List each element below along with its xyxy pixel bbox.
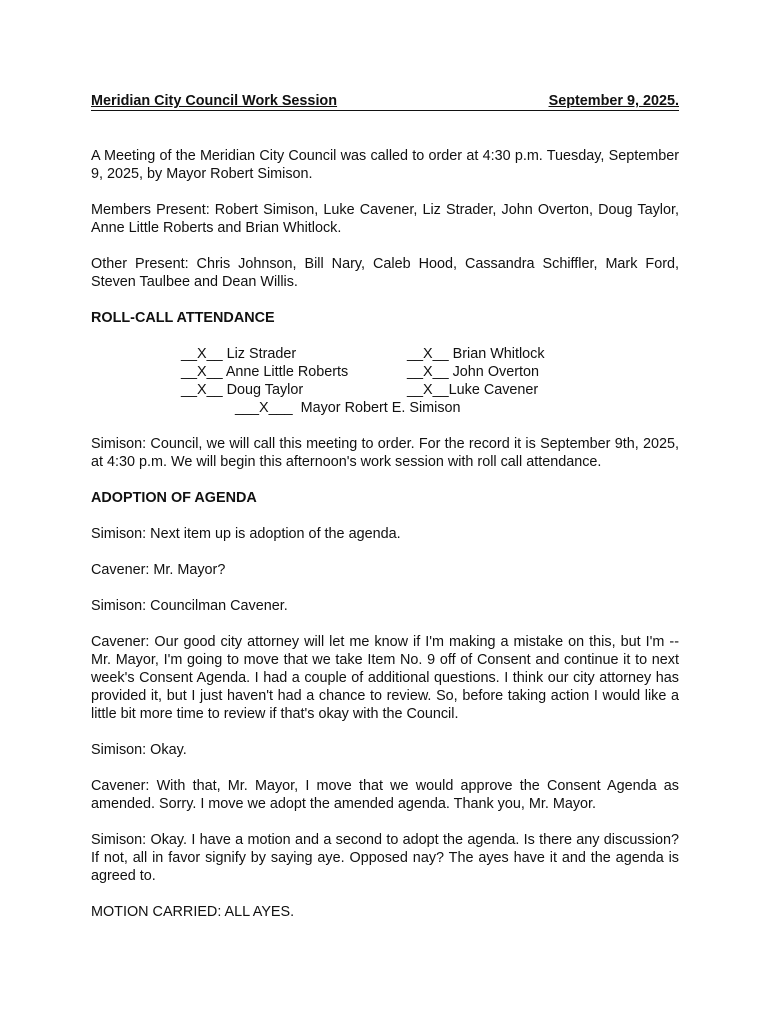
roll-call-entry: __X__ Brian Whitlock xyxy=(407,346,545,362)
document-header xyxy=(91,93,679,111)
roll-call-heading: ROLL-CALL ATTENDANCE xyxy=(91,310,275,326)
other-present-paragraph: Other Present: Chris Johnson, Bill Nary, Caleb Hood, Cassandra Schiffler, Mark Ford, Steven Taulbee and Dean Willis. xyxy=(91,256,679,290)
transcript-line: Cavener: Our good city attorney will let me know if I'm making a mistake on this, but I'm -- Mr. Mayor, I'm going to move that we take Item No. 9 off of Consent and continue it to next week's Consent Agenda. I had a couple of additional questions. I think our city attorney has provided it, but I just haven't had a chance to review. So, before taking action I would like a little bit more time to review if that's okay with the Council. xyxy=(91,634,679,722)
roll-call-entry: __X__ John Overton xyxy=(407,364,540,380)
document-page xyxy=(91,93,679,939)
roll-call-row xyxy=(91,381,679,399)
transcript-line: Cavener: Mr. Mayor? xyxy=(91,562,226,578)
roll-call-entry: __X__Luke Cavener xyxy=(407,382,539,398)
transcript-line: Simison: Councilman Cavener. xyxy=(91,598,288,614)
members-present-paragraph: Members Present: Robert Simison, Luke Cavener, Liz Strader, John Overton, Doug Taylor, Anne Little Roberts and Brian Whitlock. xyxy=(91,202,679,236)
document-title: Meridian City Council Work Session xyxy=(91,93,338,109)
motion-result: MOTION CARRIED: ALL AYES. xyxy=(91,904,295,920)
roll-call-entry: __X__ Doug Taylor xyxy=(181,382,304,398)
roll-call-entry: __X__ Liz Strader xyxy=(181,346,297,362)
agenda-heading: ADOPTION OF AGENDA xyxy=(91,490,257,506)
roll-call-row xyxy=(91,399,679,417)
transcript-line: Simison: Next item up is adoption of the agenda. xyxy=(91,526,401,542)
roll-call-row xyxy=(91,363,679,381)
roll-call-statement: Simison: Council, we will call this meeting to order. For the record it is September 9th, 2025, at 4:30 p.m. We will begin this afternoon's work session with roll call attendance. xyxy=(91,436,679,470)
opening-paragraph: A Meeting of the Meridian City Council was called to order at 4:30 p.m. Tuesday, September 9, 2025, by Mayor Robert Simison. xyxy=(91,148,679,182)
roll-call-row xyxy=(91,345,679,363)
document-date: September 9, 2025. xyxy=(548,93,679,109)
transcript-line: Cavener: With that, Mr. Mayor, I move that we would approve the Consent Agenda as amended. Sorry. I move we adopt the amended agenda. Thank you, Mr. Mayor. xyxy=(91,778,679,812)
transcript-line: Simison: Okay. I have a motion and a second to adopt the agenda. Is there any discussion? If not, all in favor signify by saying aye. Opposed nay? The ayes have it and the agenda is agreed to. xyxy=(91,832,679,884)
roll-call-entry: __X__ Anne Little Roberts xyxy=(181,364,349,380)
roll-call-list xyxy=(91,345,679,417)
transcript-line: Simison: Okay. xyxy=(91,742,187,758)
roll-call-mayor-entry: ___X___ Mayor Robert E. Simison xyxy=(235,400,461,416)
